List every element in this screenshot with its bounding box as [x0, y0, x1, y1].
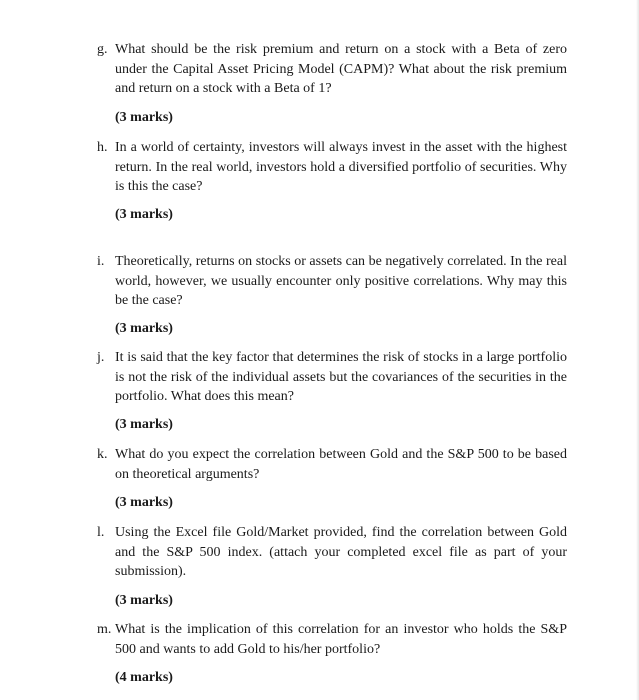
question-text: Using the Excel file Gold/Market provided, find the correlation between Gold and the S&P 500 index. (attach your completed excel file as part of your submission). [115, 525, 567, 579]
question-j [97, 348, 567, 407]
marks-label: (3 marks) [115, 110, 173, 125]
question-letter: i. [97, 254, 105, 269]
marks-label: (4 marks) [115, 670, 173, 685]
marks-label: (3 marks) [115, 495, 173, 510]
question-letter: m. [97, 622, 112, 637]
marks-label: (3 marks) [115, 417, 173, 432]
question-text: In a world of certainty, investors will always invest in the asset with the highest return. In the real world, investors hold a diversified portfolio of securities. Why is this the case? [115, 140, 567, 194]
question-letter: h. [97, 140, 108, 155]
question-l [97, 523, 567, 582]
marks-label: (3 marks) [115, 207, 173, 222]
question-m [97, 620, 567, 659]
question-letter: k. [97, 447, 108, 462]
question-text: What should be the risk premium and return on a stock with a Beta of zero under the Capital Asset Pricing Model (CAPM)? What about the risk premium and return on a stock with a Beta of 1? [115, 42, 567, 96]
question-h [97, 138, 567, 197]
question-text: What is the implication of this correlation for an investor who holds the S&P 500 and wants to add Gold to his/her portfolio? [115, 622, 567, 657]
question-text: Theoretically, returns on stocks or assets can be negatively correlated. In the real world, however, we usually encounter only positive correlations. Why may this be the case? [115, 254, 567, 308]
question-letter: g. [97, 42, 108, 57]
question-text: It is said that the key factor that determines the risk of stocks in a large portfolio is not the risk of the individual assets but the covariances of the securities in the portfolio. What does this mean? [115, 350, 567, 404]
question-i [97, 252, 567, 311]
question-letter: l. [97, 525, 105, 540]
question-text: What do you expect the correlation between Gold and the S&P 500 to be based on theoretical arguments? [115, 447, 567, 482]
marks-label: (3 marks) [115, 321, 173, 336]
marks-label: (3 marks) [115, 593, 173, 608]
question-g [97, 40, 567, 99]
question-letter: j. [97, 350, 105, 365]
question-k [97, 445, 567, 484]
